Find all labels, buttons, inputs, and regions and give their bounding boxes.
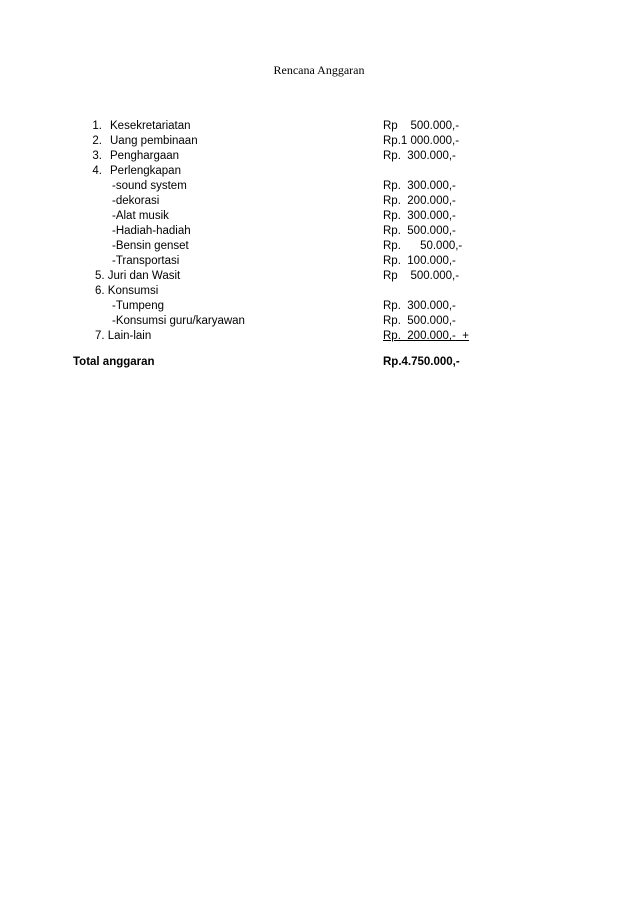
total-amount: Rp.4.750.000,- — [383, 356, 460, 368]
budget-subitem-sound-system — [0, 179, 638, 194]
budget-item-juri — [0, 269, 638, 284]
budget-subitem-bensin — [0, 239, 638, 254]
item-amount: Rp.1 000.000,- — [383, 135, 460, 147]
item-label: -Hadiah-hadiah — [112, 225, 191, 237]
item-label: 7. Lain-lain — [95, 330, 152, 342]
budget-item-perlengkapan — [0, 164, 638, 179]
item-number: 2. — [92, 135, 102, 147]
item-label: -Alat musik — [112, 210, 169, 222]
budget-subitem-dekorasi — [0, 194, 638, 209]
item-label: 5. Juri dan Wasit — [95, 270, 181, 282]
total-label: Total anggaran — [73, 356, 155, 368]
item-label: Perlengkapan — [110, 165, 181, 177]
budget-subitem-transportasi — [0, 254, 638, 269]
item-amount: Rp. 100.000,- — [383, 255, 456, 267]
item-label: Kesekretariatan — [110, 120, 191, 132]
item-amount: Rp. 300.000,- — [383, 300, 456, 312]
total-row — [0, 355, 638, 370]
budget-item-penghargaan — [0, 149, 638, 164]
item-label: -Transportasi — [112, 255, 180, 267]
item-number: 3. — [92, 150, 102, 162]
item-amount: Rp 500.000,- — [383, 120, 460, 132]
budget-item-lain-lain — [0, 329, 638, 344]
item-number: 1. — [92, 120, 102, 132]
item-label: -Tumpeng — [112, 300, 164, 312]
budget-subitem-konsumsi-guru — [0, 314, 638, 329]
item-amount: Rp. 50.000,- — [383, 240, 463, 252]
document-title: Rencana Anggaran — [273, 63, 365, 77]
item-amount: Rp. 500.000,- — [383, 315, 456, 327]
item-label: -dekorasi — [112, 195, 160, 207]
item-label: 6. Konsumsi — [95, 285, 159, 297]
plus-sign: + — [455, 330, 469, 342]
item-amount: Rp. 300.000,- — [383, 150, 456, 162]
item-label: -sound system — [112, 180, 187, 192]
item-label: -Konsumsi guru/karyawan — [112, 315, 245, 327]
item-amount: Rp. 500.000,- — [383, 225, 456, 237]
budget-subitem-alat-musik — [0, 209, 638, 224]
budget-subitem-hadiah — [0, 224, 638, 239]
item-label: Uang pembinaan — [110, 135, 198, 147]
item-amount: Rp. 200.000,- — [383, 330, 456, 342]
item-label: -Bensin genset — [112, 240, 189, 252]
budget-item-uang-pembinaan — [0, 134, 638, 149]
item-amount: Rp 500.000,- — [383, 270, 460, 282]
budget-item-kesekretariatan — [0, 119, 638, 134]
item-number: 4. — [92, 165, 102, 177]
budget-item-konsumsi — [0, 284, 638, 299]
item-amount: Rp. 300.000,- — [383, 210, 456, 222]
budget-list — [0, 119, 638, 370]
budget-subitem-tumpeng — [0, 299, 638, 314]
item-amount: Rp. 300.000,- — [383, 180, 456, 192]
item-label: Penghargaan — [110, 150, 180, 162]
item-amount: Rp. 200.000,- — [383, 195, 456, 207]
